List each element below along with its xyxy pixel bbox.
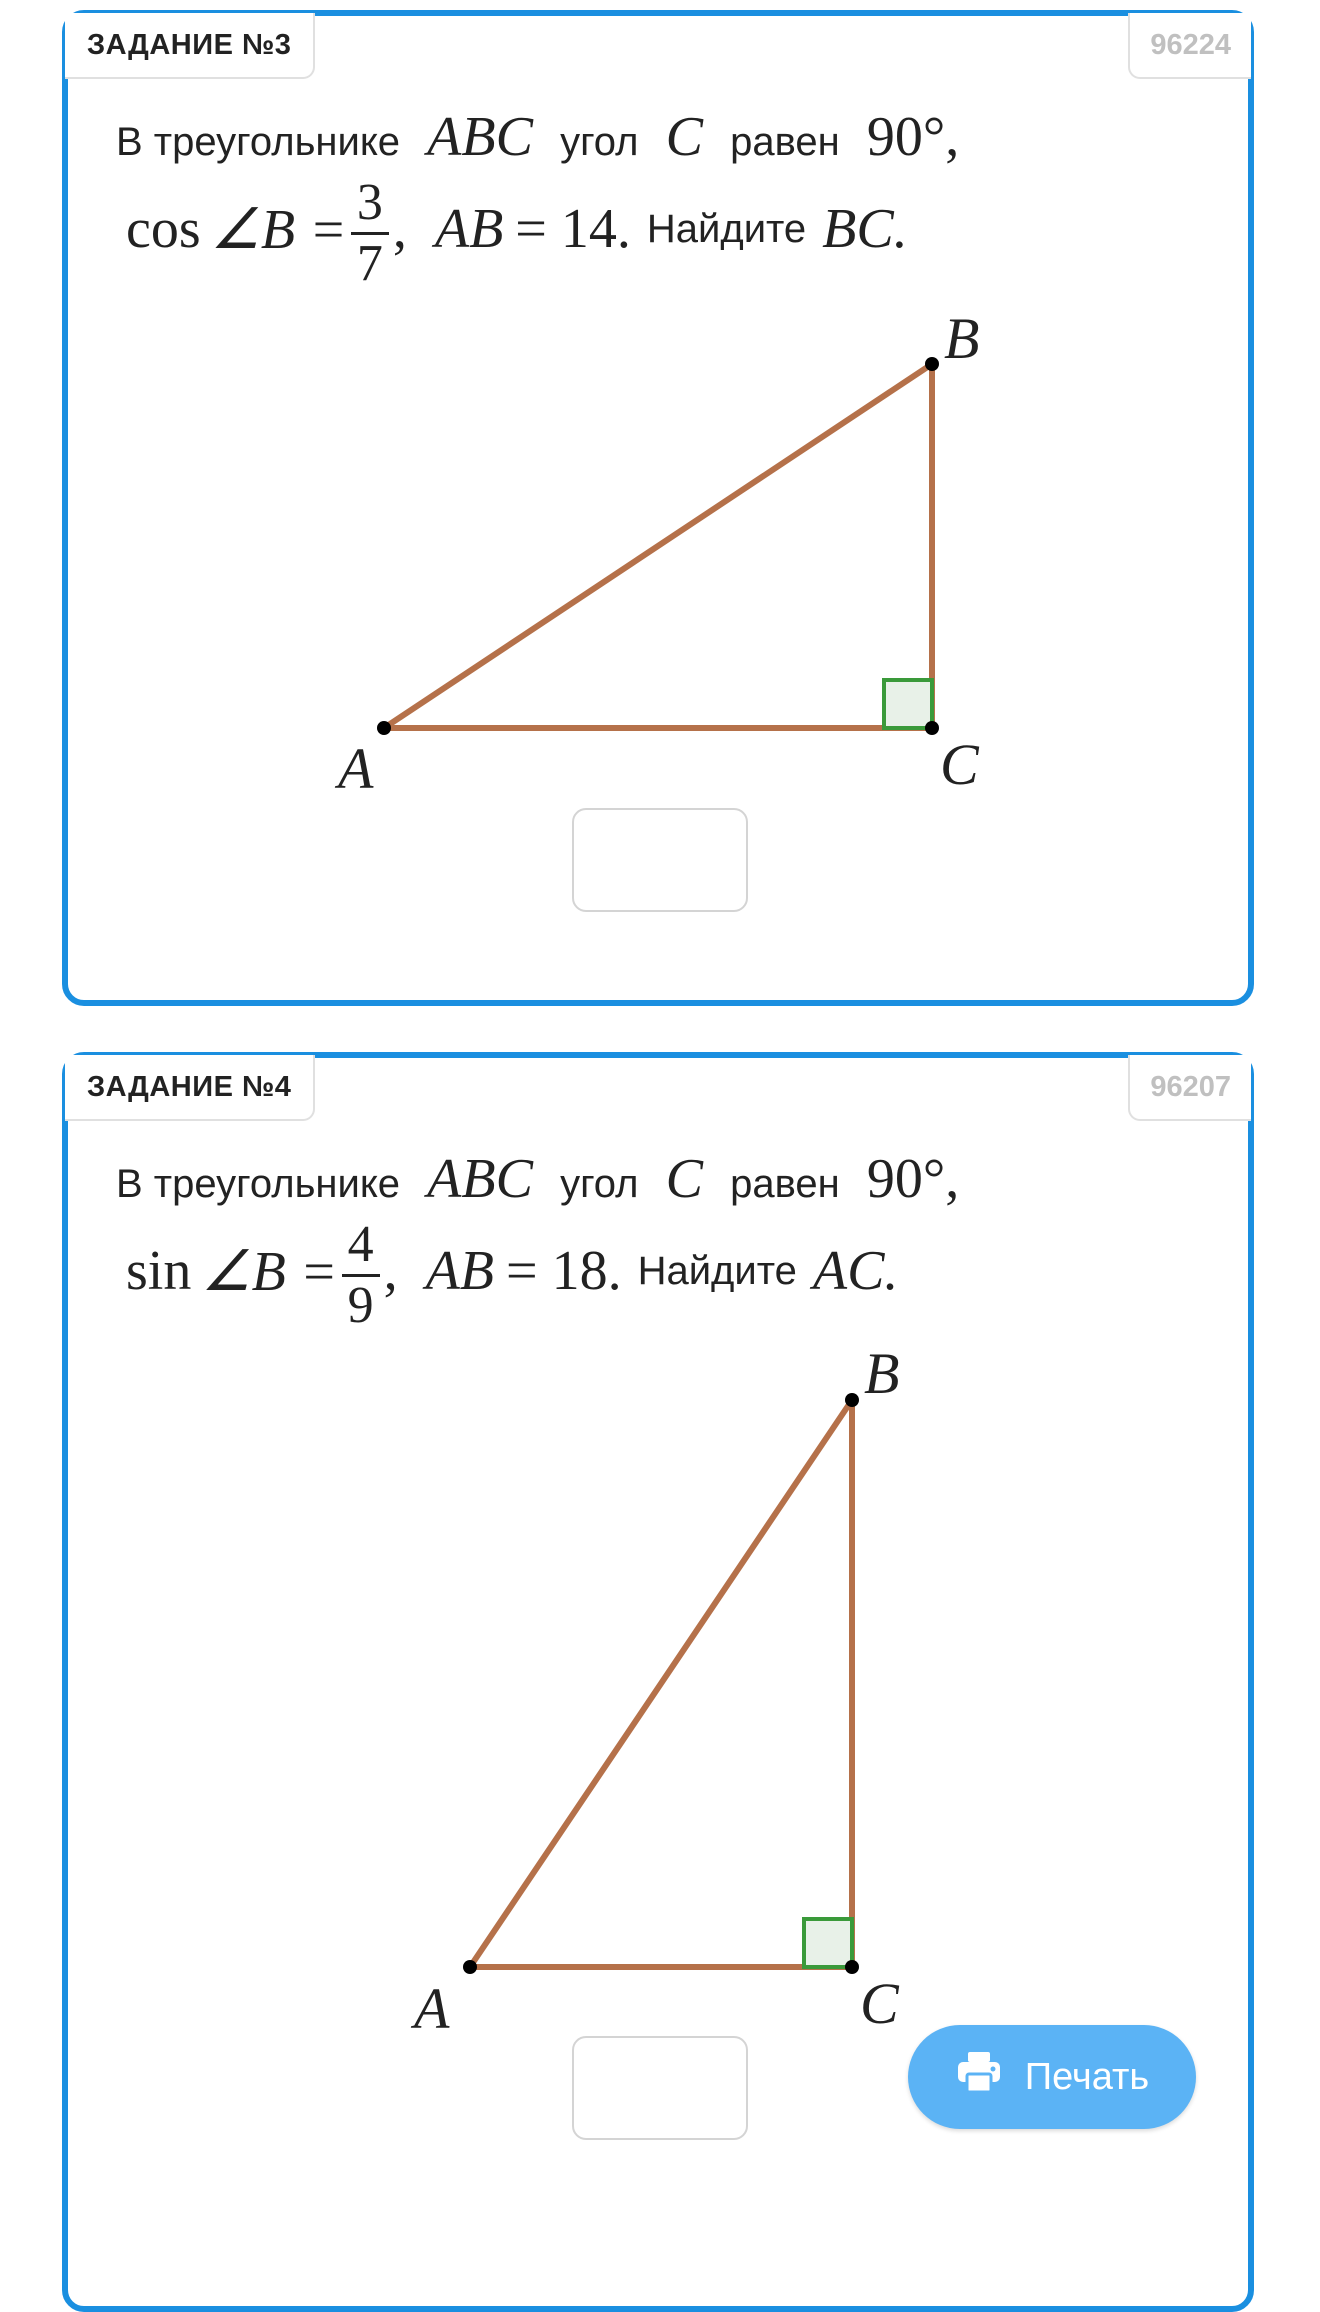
task-id[interactable]: 96207 [1128, 1055, 1251, 1121]
label-a: A [414, 1976, 450, 2041]
point-a [377, 721, 391, 735]
comma: , [383, 1240, 398, 1302]
task-label: ЗАДАНИЕ №3 [65, 13, 315, 79]
label-b: B [944, 306, 980, 371]
triangle-shape [384, 364, 932, 728]
answer-input[interactable] [572, 808, 748, 912]
angle-symbol: ∠B = [201, 1240, 338, 1303]
side-name: AB [425, 1240, 494, 1302]
word-equals: равен [730, 1162, 840, 1206]
fraction-numerator: 3 [351, 174, 389, 235]
side-value: = 18. [505, 1240, 622, 1302]
fraction-denominator: 9 [347, 1276, 374, 1334]
label-b: B [864, 1341, 900, 1406]
point-b [925, 357, 939, 371]
point-a [463, 1960, 477, 1974]
task-label: ЗАДАНИЕ №4 [65, 1055, 315, 1121]
text-prefix: В треугольнике [116, 120, 401, 164]
task-card-3 [62, 10, 1254, 1006]
point-b [845, 1393, 859, 1407]
answer-input[interactable] [572, 2036, 748, 2140]
vertex-name: C [665, 106, 703, 168]
angle-value: 90°, [866, 106, 960, 168]
print-label: Печать [1024, 2055, 1150, 2098]
word-find: Найдите [646, 206, 807, 251]
point-c [925, 721, 939, 735]
target-side: AC. [812, 1240, 899, 1302]
angle-value: 90°, [866, 1148, 960, 1210]
word-equals: равен [730, 120, 840, 164]
target-side: BC. [822, 198, 908, 260]
triangle-shape [470, 1400, 852, 1967]
label-c: C [940, 732, 979, 797]
word-find: Найдите [637, 1248, 797, 1293]
trig-func: sin [126, 1240, 192, 1302]
label-a: A [338, 736, 374, 801]
label-c: C [860, 1971, 899, 2036]
right-angle-marker [884, 680, 932, 728]
word-angle: угол [560, 120, 639, 164]
fraction-numerator: 4 [342, 1216, 380, 1277]
triangle-name: ABC [427, 106, 533, 168]
point-c [845, 1960, 859, 1974]
print-button[interactable] [908, 2025, 1196, 2129]
comma: , [392, 198, 407, 260]
printer-icon [955, 2050, 1003, 2104]
task-id[interactable]: 96224 [1128, 13, 1251, 79]
angle-symbol: ∠B = [210, 198, 347, 261]
right-angle-marker [804, 1919, 852, 1967]
vertex-name: C [665, 1148, 703, 1210]
side-name: AB [434, 198, 504, 260]
text-prefix: В треугольнике [116, 1162, 401, 1206]
trig-func: cos [126, 198, 201, 260]
triangle-name: ABC [427, 1148, 533, 1210]
side-value: = 14. [515, 198, 631, 260]
fraction-denominator: 7 [356, 234, 383, 292]
word-angle: угол [560, 1162, 639, 1206]
